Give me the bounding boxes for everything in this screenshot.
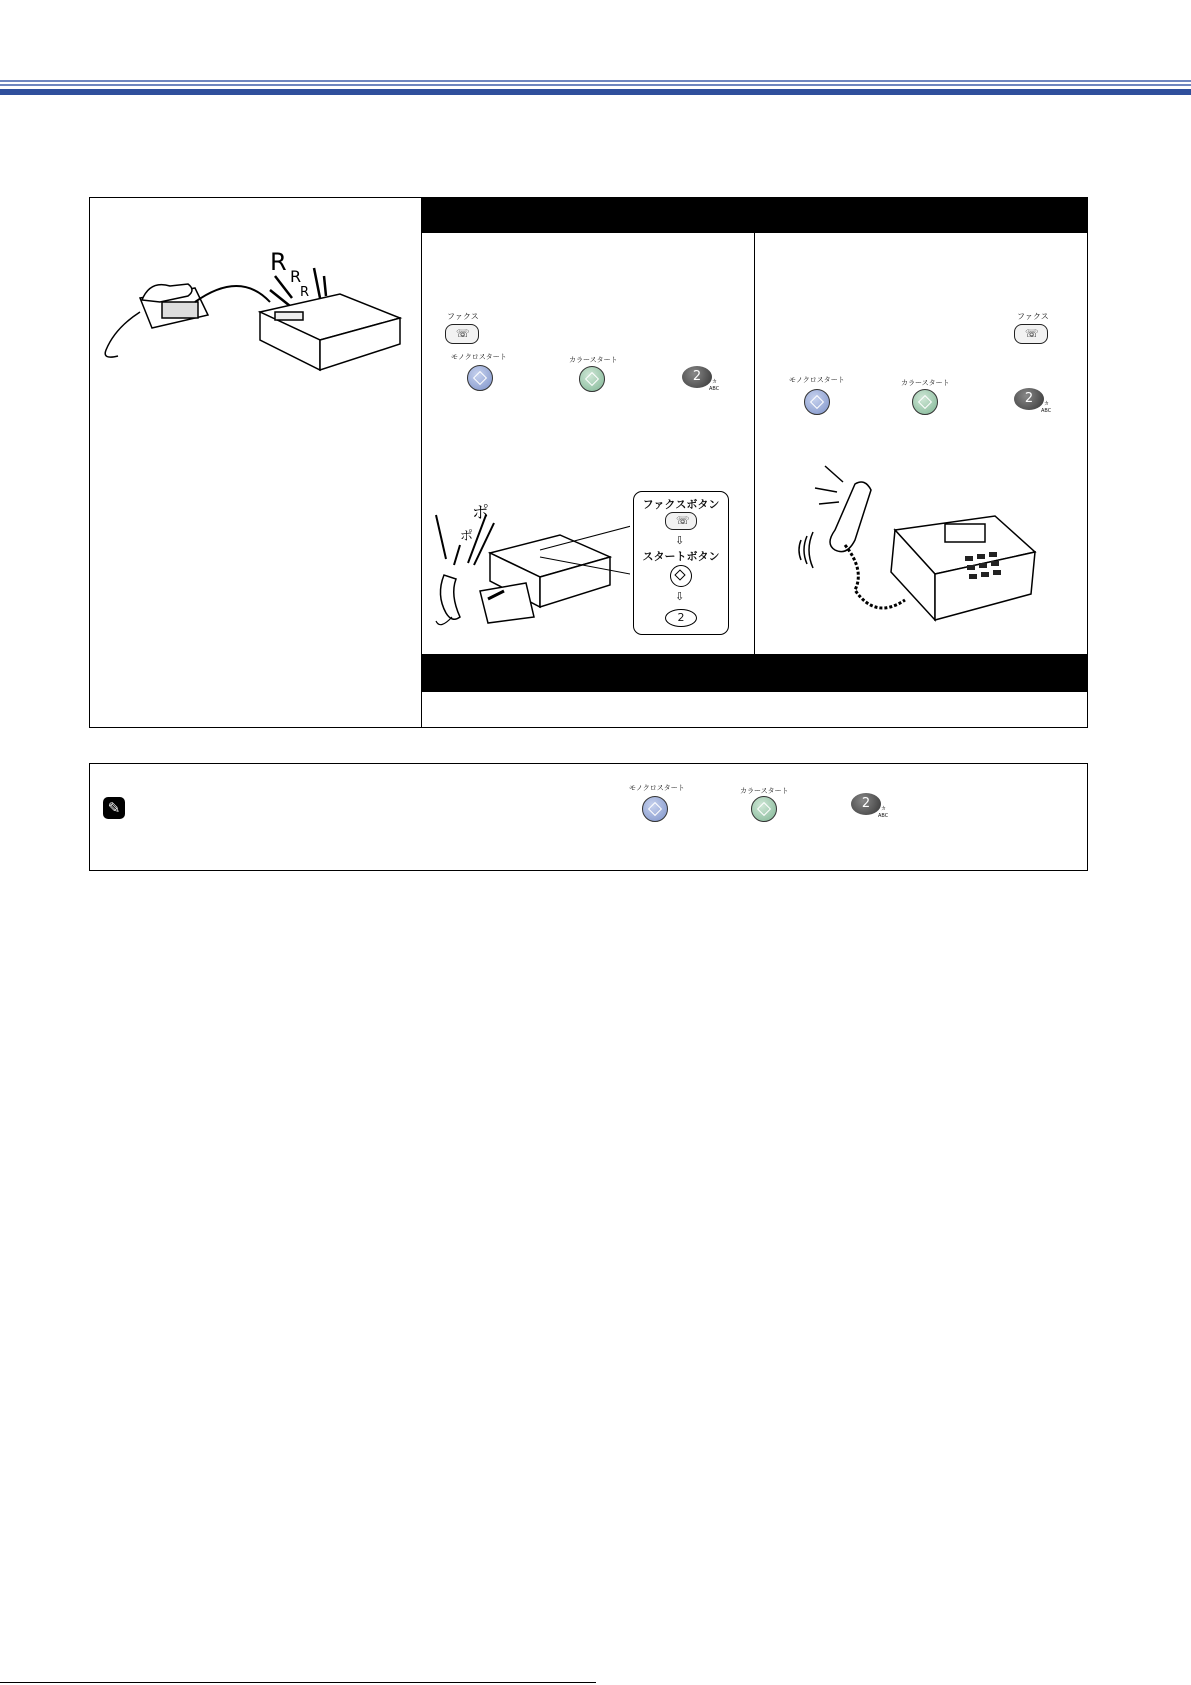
color-start-button-right[interactable] <box>912 389 938 415</box>
start-diamond-icon <box>473 371 487 385</box>
fax-icon: ☏ <box>1025 327 1039 340</box>
key-2-kana-left: カ <box>712 379 718 385</box>
callout-start-button-label: スタートボタン <box>642 550 720 563</box>
fax-button-label-left: ファクス <box>447 312 479 321</box>
header-rule-thick <box>0 89 1191 95</box>
fax-button-label-right: ファクス <box>1017 312 1049 321</box>
key-2-abc-left: ABC <box>709 386 720 392</box>
key-2-button-right[interactable]: 2 <box>1014 388 1044 410</box>
mono-start-label-right: モノクロスタート <box>789 376 845 384</box>
ring-letter-2: R <box>290 267 302 286</box>
arrow-down-icon: ⇩ <box>675 590 685 603</box>
note-pencil-icon: ✎ <box>103 797 125 819</box>
table-footer-bar <box>421 654 1088 692</box>
mono-start-button-note[interactable] <box>642 796 668 822</box>
footer-rule <box>0 1682 596 1683</box>
callout-fax-button-label: ファクスボタン <box>642 498 720 511</box>
note-box <box>89 763 1088 871</box>
color-start-label-right: カラースタート <box>901 379 950 387</box>
ring-letter-1: R <box>270 248 287 276</box>
color-start-label-note: カラースタート <box>740 787 789 795</box>
mono-start-button-left[interactable] <box>467 365 493 391</box>
header-rule-thin-1 <box>0 80 1191 82</box>
color-start-button-left[interactable] <box>579 366 605 392</box>
mono-start-label-left: モノクロスタート <box>451 353 507 361</box>
telephone-handset-illustration <box>795 460 1045 630</box>
callout-fax-button <box>665 512 697 530</box>
ring-letter-3: R <box>300 285 310 300</box>
start-diamond-icon <box>757 802 771 816</box>
color-start-button-note[interactable] <box>751 796 777 822</box>
button-sequence-callout <box>633 491 729 635</box>
tone-sound-1: ポ <box>472 503 489 523</box>
callout-key-2: 2 <box>665 609 697 627</box>
callout-start-button <box>670 565 692 587</box>
start-diamond-icon <box>674 569 685 580</box>
mono-start-button-right[interactable] <box>804 389 830 415</box>
key-2-abc-right: ABC <box>1041 408 1052 414</box>
table-header-bar <box>421 197 1088 233</box>
tone-sound-2: ポ <box>460 529 474 544</box>
inner-column-divider <box>754 233 755 654</box>
fax-icon: ☏ <box>456 327 470 340</box>
start-diamond-icon <box>918 395 932 409</box>
start-diamond-icon <box>585 372 599 386</box>
start-diamond-icon <box>648 802 662 816</box>
key-2-button-left[interactable]: 2 <box>682 366 712 388</box>
arrow-down-icon: ⇩ <box>675 534 685 547</box>
header-rule-thin-2 <box>0 84 1191 86</box>
fax-button-left[interactable] <box>445 324 479 344</box>
key-2-abc-note: ABC <box>878 813 889 819</box>
fax-icon: ☏ <box>676 514 690 527</box>
start-diamond-icon <box>810 395 824 409</box>
key-2-kana-right: カ <box>1044 401 1050 407</box>
fax-button-right[interactable] <box>1014 324 1048 344</box>
key-2-kana-note: カ <box>881 806 887 812</box>
ringing-fax-illustration <box>100 240 410 400</box>
key-2-button-note[interactable]: 2 <box>851 793 881 815</box>
column-divider <box>421 197 422 728</box>
handset-fax-receive-illustration <box>430 495 630 635</box>
color-start-label-left: カラースタート <box>569 356 618 364</box>
mono-start-label-note: モノクロスタート <box>629 784 685 792</box>
